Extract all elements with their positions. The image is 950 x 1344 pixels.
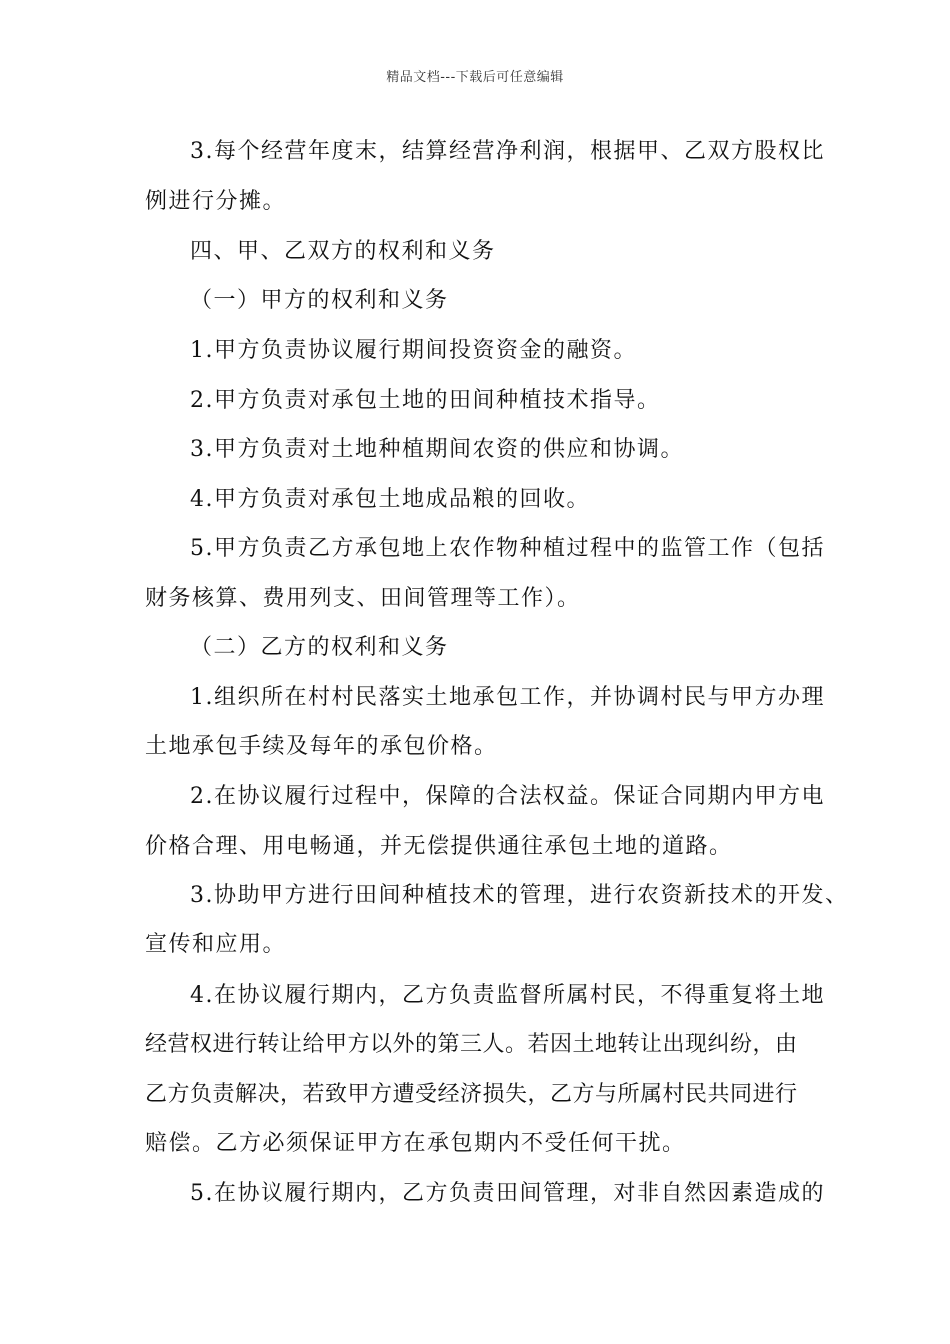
paragraph-line: 4.甲方负责对承包土地成品粮的回收。 (190, 487, 590, 512)
paragraph-line: 1.组织所在村村民落实土地承包工作，并协调村民与甲方办理 (190, 685, 825, 710)
page-header: 精品文档---下载后可任意编辑 (386, 70, 564, 85)
paragraph-line: 5.甲方负责乙方承包地上农作物种植过程中的监管工作（包括 (190, 536, 825, 561)
subsection-heading: （二）乙方的权利和义务 (190, 635, 449, 660)
paragraph-line: 土地承包手续及每年的承包价格。 (145, 734, 498, 759)
paragraph-line: 经营权进行转让给甲方以外的第三人。若因土地转让出现纠纷，由 (145, 1032, 798, 1057)
paragraph-line: 2.甲方负责对承包土地的田间种植技术指导。 (190, 388, 661, 413)
paragraph-line: 4.在协议履行期内，乙方负责监督所属村民，不得重复将土地 (190, 983, 825, 1008)
subsection-heading: （一）甲方的权利和义务 (190, 288, 449, 313)
paragraph-line: 财务核算、费用列支、田间管理等工作）。 (145, 586, 581, 611)
paragraph-line: 5.在协议履行期内，乙方负责田间管理，对非自然因素造成的 (190, 1181, 825, 1206)
paragraph-line: 例进行分摊。 (145, 189, 287, 214)
section-heading: 四、甲、乙双方的权利和义务 (190, 239, 496, 264)
paragraph-line: 1.甲方负责协议履行期间投资资金的融资。 (190, 338, 637, 363)
paragraph-line: 赔偿。乙方必须保证甲方在承包期内不受任何干扰。 (145, 1131, 686, 1156)
paragraph-line: 3.甲方负责对土地种植期间农资的供应和协调。 (190, 437, 684, 462)
paragraph-line: 3.协助甲方进行田间种植技术的管理，进行农资新技术的开发、 (190, 883, 849, 908)
paragraph-line: 3.每个经营年度末，结算经营净利润，根据甲、乙双方股权比 (190, 139, 825, 164)
paragraph-line: 乙方负责解决，若致甲方遭受经济损失，乙方与所属村民共同进行 (145, 1082, 798, 1107)
paragraph-line: 2.在协议履行过程中，保障的合法权益。保证合同期内甲方电 (190, 784, 825, 809)
paragraph-line: 宣传和应用。 (145, 932, 287, 957)
paragraph-line: 价格合理、用电畅通，并无偿提供通往承包土地的道路。 (145, 834, 733, 859)
